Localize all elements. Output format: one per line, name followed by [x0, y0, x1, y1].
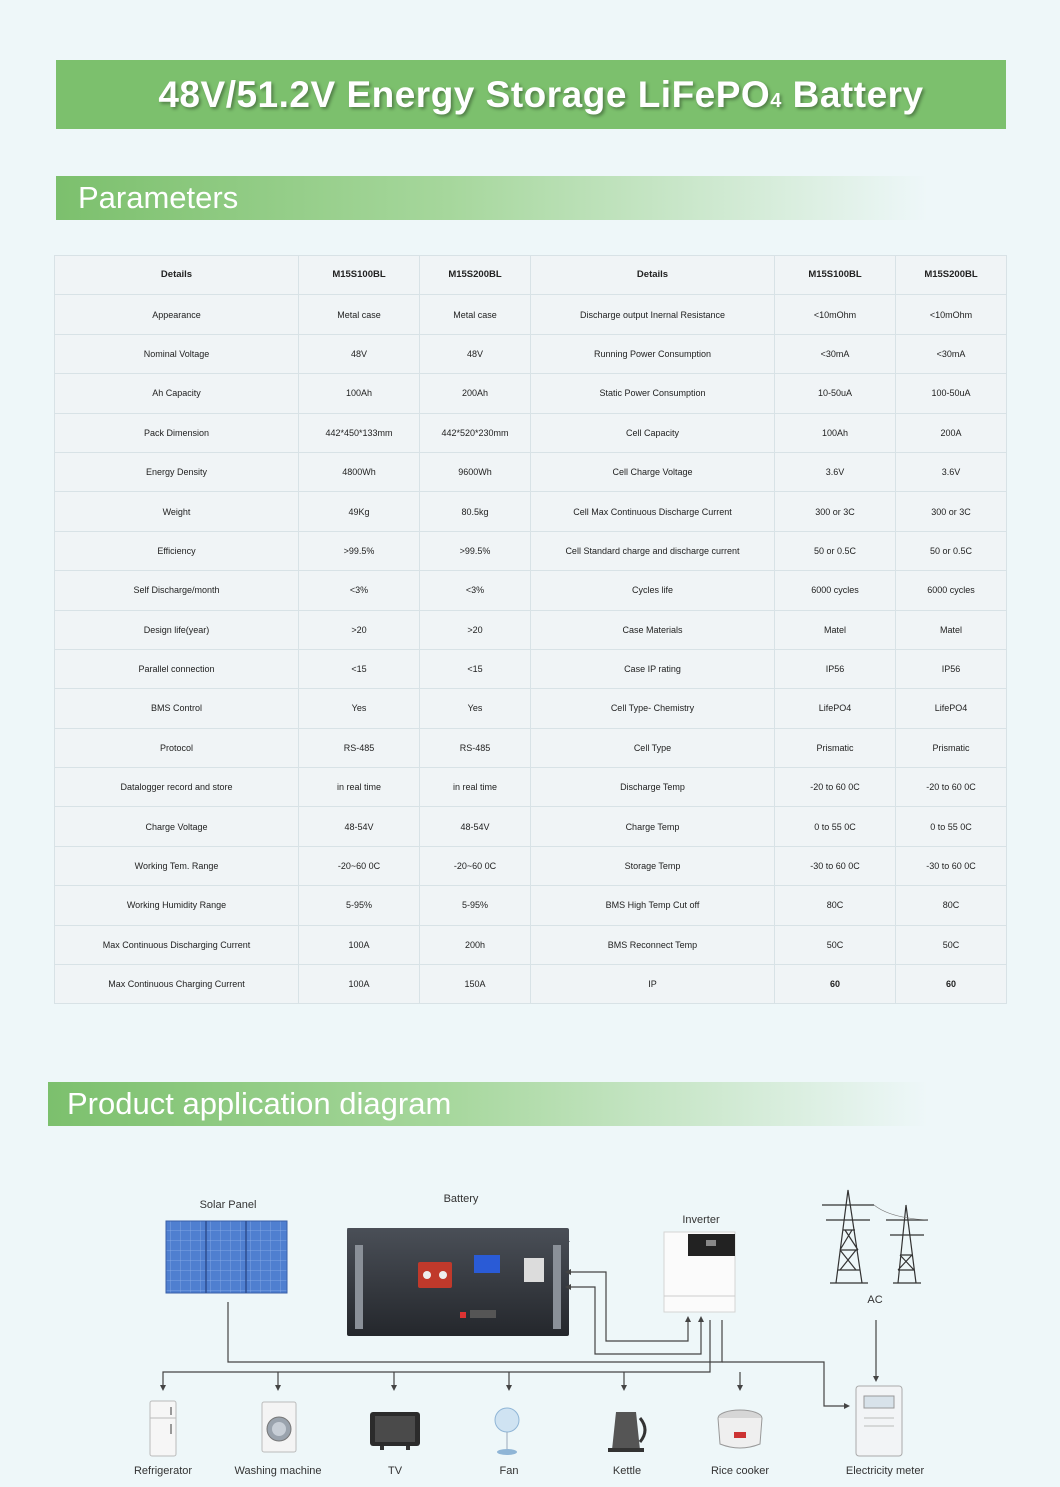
- table-cell: 49Kg: [299, 492, 420, 531]
- parameters-heading-bar: [56, 176, 928, 220]
- table-cell: Discharge output Inernal Resistance: [531, 295, 775, 334]
- table-cell: Efficiency: [55, 531, 299, 570]
- table-cell: IP: [531, 965, 775, 1004]
- table-cell: 50 or 0.5C: [896, 531, 1007, 570]
- table-cell: 200Ah: [420, 374, 531, 413]
- battery-icon: [347, 1228, 570, 1336]
- table-row: [55, 610, 1007, 649]
- table-header-row: [55, 256, 1007, 295]
- solar-panel-label: Solar Panel: [199, 1199, 257, 1211]
- table-cell: Cell Max Continuous Discharge Current: [531, 492, 775, 531]
- table-header-cell: Details: [55, 256, 299, 295]
- table-cell: -20 to 60 0C: [775, 768, 896, 807]
- table-cell: 100Ah: [775, 413, 896, 452]
- page-title: 48V/51.2V Energy Storage LiFePO4 Battery: [158, 73, 924, 115]
- table-cell: -20~60 0C: [420, 846, 531, 885]
- table-cell: -20~60 0C: [299, 846, 420, 885]
- table-cell: Cell Charge Voltage: [531, 452, 775, 491]
- table-cell: Storage Temp: [531, 846, 775, 885]
- table-cell: Static Power Consumption: [531, 374, 775, 413]
- table-cell: 300 or 3C: [775, 492, 896, 531]
- table-cell: Prismatic: [896, 728, 1007, 767]
- table-cell: Case Materials: [531, 610, 775, 649]
- table-cell: 6000 cycles: [896, 571, 1007, 610]
- table-row: [55, 492, 1007, 531]
- table-cell: Appearance: [55, 295, 299, 334]
- table-cell: Working Humidity Range: [55, 886, 299, 925]
- table-row: [55, 374, 1007, 413]
- table-cell: 3.6V: [896, 452, 1007, 491]
- washing-machine-label: Washing machine: [234, 1465, 322, 1477]
- table-row: [55, 649, 1007, 688]
- table-row: [55, 689, 1007, 728]
- table-cell: <3%: [420, 571, 531, 610]
- table-row: [55, 334, 1007, 373]
- fan-label: Fan: [499, 1465, 519, 1477]
- inverter-label: Inverter: [682, 1214, 720, 1226]
- rice-cooker-label: Rice cooker: [710, 1465, 770, 1477]
- table-cell: Design life(year): [55, 610, 299, 649]
- table-cell: 3.6V: [775, 452, 896, 491]
- table-cell: >20: [299, 610, 420, 649]
- electricity-meter-label: Electricity meter: [845, 1465, 925, 1477]
- table-cell: Cell Type- Chemistry: [531, 689, 775, 728]
- table-cell: Self Discharge/month: [55, 571, 299, 610]
- table-cell: Metal case: [420, 295, 531, 334]
- table-cell: Energy Density: [55, 452, 299, 491]
- table-cell: Yes: [420, 689, 531, 728]
- table-cell: Charge Voltage: [55, 807, 299, 846]
- diagram-heading-bar: [48, 1082, 928, 1126]
- table-cell: RS-485: [299, 728, 420, 767]
- table-cell: >99.5%: [299, 531, 420, 570]
- table-cell: Running Power Consumption: [531, 334, 775, 373]
- table-cell: LifePO4: [896, 689, 1007, 728]
- table-cell: -30 to 60 0C: [775, 846, 896, 885]
- table-cell: Ah Capacity: [55, 374, 299, 413]
- electricity-meter-icon: [856, 1386, 902, 1456]
- table-cell: in real time: [299, 768, 420, 807]
- table-cell: Charge Temp: [531, 807, 775, 846]
- table-cell: Cell Capacity: [531, 413, 775, 452]
- table-cell: 48V: [420, 334, 531, 373]
- table-cell: BMS High Temp Cut off: [531, 886, 775, 925]
- refrigerator-label: Refrigerator: [133, 1465, 193, 1477]
- diagram-heading: Product application diagram: [67, 1086, 452, 1121]
- table-cell: <15: [420, 649, 531, 688]
- table-cell: 5-95%: [299, 886, 420, 925]
- table-row: [55, 531, 1007, 570]
- table-cell: Cycles life: [531, 571, 775, 610]
- table-header-cell: M15S200BL: [896, 256, 1007, 295]
- table-cell: BMS Reconnect Temp: [531, 925, 775, 964]
- table-cell: 442*450*133mm: [299, 413, 420, 452]
- table-row: [55, 571, 1007, 610]
- table-row: [55, 452, 1007, 491]
- table-cell: 200A: [896, 413, 1007, 452]
- table-cell: BMS Control: [55, 689, 299, 728]
- table-cell: Discharge Temp: [531, 768, 775, 807]
- table-cell: 100-50uA: [896, 374, 1007, 413]
- table-cell: <3%: [299, 571, 420, 610]
- table-cell: <10mOhm: [896, 295, 1007, 334]
- table-cell: 6000 cycles: [775, 571, 896, 610]
- inverter-icon: [664, 1232, 735, 1312]
- table-cell: 50C: [775, 925, 896, 964]
- table-row: [55, 846, 1007, 885]
- table-cell: 50C: [896, 925, 1007, 964]
- parameters-table: [54, 255, 1007, 1004]
- table-row: [55, 965, 1007, 1004]
- table-cell: -20 to 60 0C: [896, 768, 1007, 807]
- table-header-cell: M15S100BL: [775, 256, 896, 295]
- table-cell: Working Tem. Range: [55, 846, 299, 885]
- table-cell: Parallel connection: [55, 649, 299, 688]
- table-cell: 60: [896, 965, 1007, 1004]
- tv-icon: [370, 1412, 420, 1450]
- table-cell: 48V: [299, 334, 420, 373]
- table-cell: 5-95%: [420, 886, 531, 925]
- table-cell: Prismatic: [775, 728, 896, 767]
- table-cell: Cell Type: [531, 728, 775, 767]
- table-cell: RS-485: [420, 728, 531, 767]
- title-banner: [56, 60, 1006, 129]
- table-cell: Yes: [299, 689, 420, 728]
- table-header-cell: Details: [531, 256, 775, 295]
- table-row: [55, 768, 1007, 807]
- refrigerator-icon: [150, 1401, 176, 1456]
- table-cell: Pack Dimension: [55, 413, 299, 452]
- table-cell: >99.5%: [420, 531, 531, 570]
- table-header-cell: M15S200BL: [420, 256, 531, 295]
- table-cell: <30mA: [896, 334, 1007, 373]
- table-cell: -30 to 60 0C: [896, 846, 1007, 885]
- table-cell: 4800Wh: [299, 452, 420, 491]
- table-cell: 200h: [420, 925, 531, 964]
- table-cell: Case IP rating: [531, 649, 775, 688]
- diagram-graphics: [0, 1150, 1060, 1487]
- table-cell: 80C: [775, 886, 896, 925]
- power-tower-icon: [822, 1190, 928, 1283]
- table-cell: Nominal Voltage: [55, 334, 299, 373]
- rice-cooker-icon: [718, 1410, 762, 1448]
- table-cell: >20: [420, 610, 531, 649]
- table-header-cell: M15S100BL: [299, 256, 420, 295]
- table-cell: Metal case: [299, 295, 420, 334]
- fan-icon: [495, 1408, 519, 1455]
- table-cell: 0 to 55 0C: [896, 807, 1007, 846]
- ac-label: AC: [867, 1294, 883, 1306]
- table-row: [55, 728, 1007, 767]
- table-cell: 10-50uA: [775, 374, 896, 413]
- table-cell: Datalogger record and store: [55, 768, 299, 807]
- table-cell: 442*520*230mm: [420, 413, 531, 452]
- table-cell: 48-54V: [420, 807, 531, 846]
- table-cell: 48-54V: [299, 807, 420, 846]
- application-diagram: [0, 1150, 1060, 1487]
- table-row: [55, 925, 1007, 964]
- table-cell: in real time: [420, 768, 531, 807]
- tv-label: TV: [387, 1465, 403, 1477]
- table-cell: Max Continuous Discharging Current: [55, 925, 299, 964]
- washing-machine-icon: [262, 1402, 296, 1452]
- table-cell: 150A: [420, 965, 531, 1004]
- table-cell: Weight: [55, 492, 299, 531]
- kettle-icon: [608, 1412, 645, 1452]
- table-cell: 50 or 0.5C: [775, 531, 896, 570]
- table-row: [55, 413, 1007, 452]
- table-cell: Max Continuous Charging Current: [55, 965, 299, 1004]
- parameters-heading: Parameters: [78, 180, 239, 215]
- table-row: [55, 886, 1007, 925]
- table-cell: 100A: [299, 925, 420, 964]
- table-cell: 100Ah: [299, 374, 420, 413]
- kettle-label: Kettle: [612, 1465, 642, 1477]
- table-cell: <30mA: [775, 334, 896, 373]
- table-cell: 80C: [896, 886, 1007, 925]
- table-cell: <15: [299, 649, 420, 688]
- table-cell: Matel: [896, 610, 1007, 649]
- solar-panel-icon: [166, 1221, 287, 1293]
- table-cell: 60: [775, 965, 896, 1004]
- table-cell: <10mOhm: [775, 295, 896, 334]
- table-cell: Cell Standard charge and discharge current: [531, 531, 775, 570]
- table-cell: LifePO4: [775, 689, 896, 728]
- table-cell: Matel: [775, 610, 896, 649]
- table-cell: Protocol: [55, 728, 299, 767]
- table-cell: 9600Wh: [420, 452, 531, 491]
- table-cell: 100A: [299, 965, 420, 1004]
- table-cell: 80.5kg: [420, 492, 531, 531]
- table-cell: 0 to 55 0C: [775, 807, 896, 846]
- table-row: [55, 807, 1007, 846]
- table-cell: IP56: [896, 649, 1007, 688]
- table-row: [55, 295, 1007, 334]
- battery-label: Battery: [443, 1193, 479, 1205]
- table-cell: IP56: [775, 649, 896, 688]
- table-cell: 300 or 3C: [896, 492, 1007, 531]
